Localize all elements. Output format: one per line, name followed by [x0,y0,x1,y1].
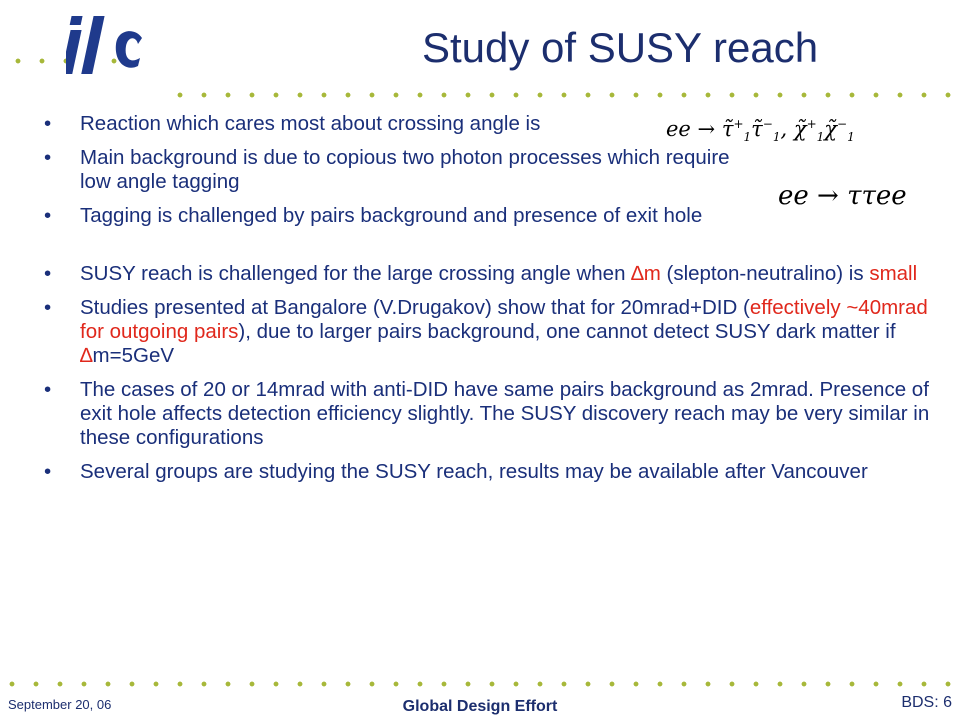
reaction-formula: ee → $\taũ^+_1\taũ^-_1$, $\chĩ^+_1\chĩ^-_1$ [666,117,855,145]
footer-date: September 20, 06 [8,697,112,712]
svg-text:ilc: ilc [66,14,67,15]
dotted-rule-top [168,92,960,98]
bullet-item: • Studies presented at Bangalore (V.Drugakov) show that for 20mrad+DID (effectively ~40mrad for outgoing pairs), due to larger pairs background, one cannot detect SUSY dark matter if ∆m=5GeV [44,296,934,368]
bullet-item: • The cases of 20 or 14mrad with anti-DID have same pairs background as 2mrad. Presence of exit hole affects detection efficiency slightly. The SUSY discovery reach may be very similar in these configurations [44,378,934,450]
bullet-item: • SUSY reach is challenged for the large crossing angle when ∆m (slepton-neutralino) is small [44,262,934,286]
footer-organization: Global Design Effort [402,698,558,715]
background-formula: ee → ττee [778,181,907,211]
ilc-logo [66,14,146,76]
bullet-item: • Reaction which cares most about crossing angle is ee → $\taũ^+_1\taũ^-_1$, $\chĩ^+_1\chĩ^-_1$ [44,112,934,136]
bullet-item: • Several groups are studying the SUSY reach, results may be available after Vancouver [44,460,934,484]
slide-title: Study of SUSY reach [421,24,819,71]
bullet-item: • Tagging is challenged by pairs background and presence of exit hole [44,204,934,228]
bullet-list [44,112,934,484]
bullet-item: • Main background is due to copious two photon processes which require low angle tagging ee → ττee [44,146,934,194]
dotted-rule-bottom [0,681,960,687]
footer-page-number: BDS: 6 [901,694,952,711]
